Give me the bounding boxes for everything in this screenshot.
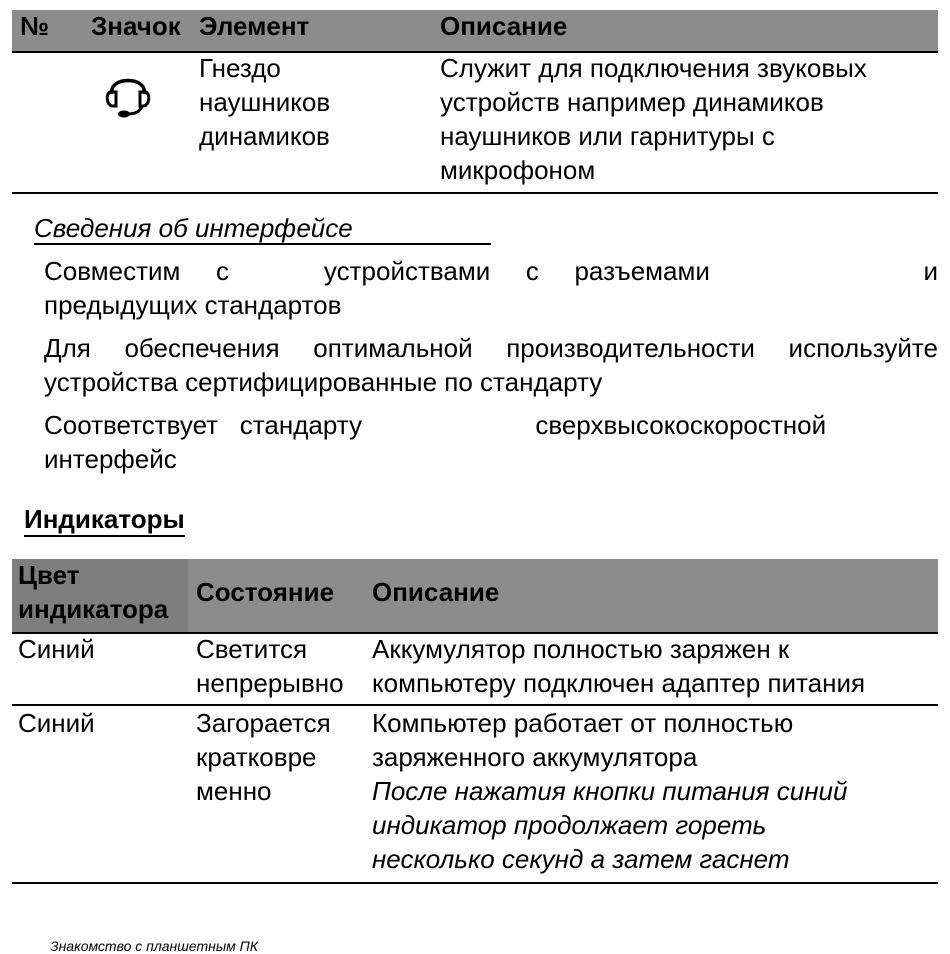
headset-icon [104, 64, 152, 120]
indicator-description-line: Аккумулятор полностью заряжен к [372, 634, 790, 664]
element-line: динамиков [199, 121, 330, 151]
element-line: наушников [199, 87, 331, 117]
interface-item-line: Соответствует стандарту сверхвысокоскоростной [44, 410, 827, 440]
description-line: микрофоном [440, 155, 596, 185]
col-header-color: индикатора [18, 594, 169, 624]
indicators-heading: Индикаторы [24, 503, 185, 537]
indicator-color: Синий [18, 634, 95, 664]
indicator-note-line: индикатор продолжает гореть [372, 810, 767, 840]
col-header-state: Состояние [196, 577, 335, 607]
indicator-description-line: Компьютер работает от полностью [372, 708, 794, 738]
col-header-description: Описание [372, 577, 500, 607]
description-line: наушников или гарнитуры с [440, 121, 775, 151]
interface-item-line: интерфейс [44, 444, 177, 474]
col-header-element: Элемент [199, 11, 310, 41]
ports-table-bottom-rule [12, 192, 938, 194]
col-header-description: Описание [440, 11, 568, 41]
element-line: Гнездо [199, 53, 281, 83]
indicator-description-line: заряженного аккумулятора [372, 742, 698, 772]
indicator-description-line: компьютеру подключен адаптер питания [372, 668, 866, 698]
indicator-state-line: менно [196, 776, 272, 806]
indicator-note-line: несколько секунд а затем гаснет [372, 844, 790, 874]
interface-item-line: Для обеспечения оптимальной производительности используйте [44, 333, 938, 363]
interface-item-line: предыдущих стандартов [44, 290, 342, 320]
interface-info-heading: Сведения об интерфейсе [34, 213, 491, 245]
description-line: Служит для подключения звуковых [440, 53, 867, 83]
indicator-state-line: непрерывно [196, 668, 344, 698]
col-header-num: № [20, 11, 49, 41]
indicator-state-line: кратковре [196, 742, 317, 772]
page-footer: Знакомство с планшетным ПК [50, 938, 259, 954]
indicators-table-bottom-rule [12, 882, 938, 884]
indicator-color: Синий [18, 708, 95, 738]
col-header-icon: Значок [91, 11, 181, 41]
col-header-color: Цвет [18, 560, 80, 590]
indicator-state-line: Светится [196, 634, 308, 664]
interface-item-line: устройства сертифицированные по стандарту [44, 367, 603, 397]
interface-item-line: Совместим с устройствами с разъемами и [44, 256, 938, 286]
indicator-state-line: Загорается [196, 708, 331, 738]
description-line: устройств например динамиков [440, 87, 824, 117]
indicator-note-line: После нажатия кнопки питания синий [372, 776, 848, 806]
